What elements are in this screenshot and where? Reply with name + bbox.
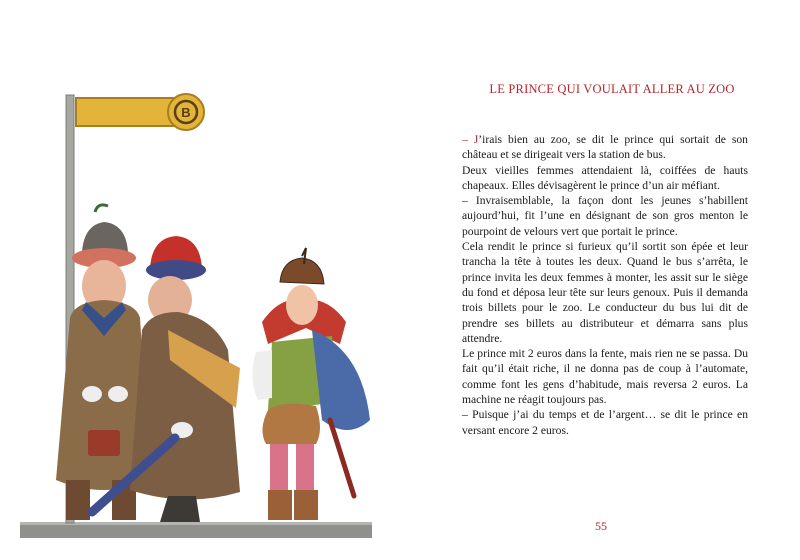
paragraph-5: Le prince mit 2 euros dans la fente, mais rien ne se passa. Du fait qu’il était riche, il ne donna pas de coup à l’automate, comme font les gens d’habitude, mais reversa 2 euros. La machine ne réagit toujours pas. <box>462 347 748 407</box>
paragraph-1-text: ’irais bien au zoo, se dit le prince qui sortait de son château et se dirigeait vers la station de bus. <box>462 133 748 162</box>
paragraph-3: – Invraisemblable, la façon dont les jeunes s’habillent aujourd’hui, fit l’une en désignant de son gros menton le pourpoint de velours vert que portait le prince. <box>462 194 748 238</box>
page-number: 55 <box>595 519 607 533</box>
body-text <box>462 132 748 438</box>
paragraph-6: – Puisque j’ai du temps et de l’argent… se dit le prince en versant encore 2 euros. <box>462 408 748 437</box>
paragraph-4: Cela rendit le prince si furieux qu’il sortit son épée et leur trancha la tête à toutes les deux. Quand le bus s’arrêta, le prince invita les deux femmes à monter, les assit sur le siège du fond et déposa leur tête sur leurs genoux. Puis il demanda trois billets pour le zoo. Le conducteur du bus lui dit de prendre ses billets au distributeur et démarra sans plus attendre. <box>462 240 748 345</box>
prince <box>252 248 370 520</box>
svg-text:B: B <box>181 105 191 120</box>
paragraph-2: Deux vieilles femmes attendaient là, coiffées de hauts chapeaux. Elles dévisagèrent le prince d’un air méfiant. <box>462 163 748 192</box>
paragraph-dash: – <box>462 133 474 146</box>
chapter-title: LE PRINCE QUI VOULAIT ALLER AU ZOO <box>489 82 735 96</box>
drop-cap: J <box>473 133 479 146</box>
sidewalk <box>20 522 372 538</box>
paragraph-1 <box>462 132 748 163</box>
